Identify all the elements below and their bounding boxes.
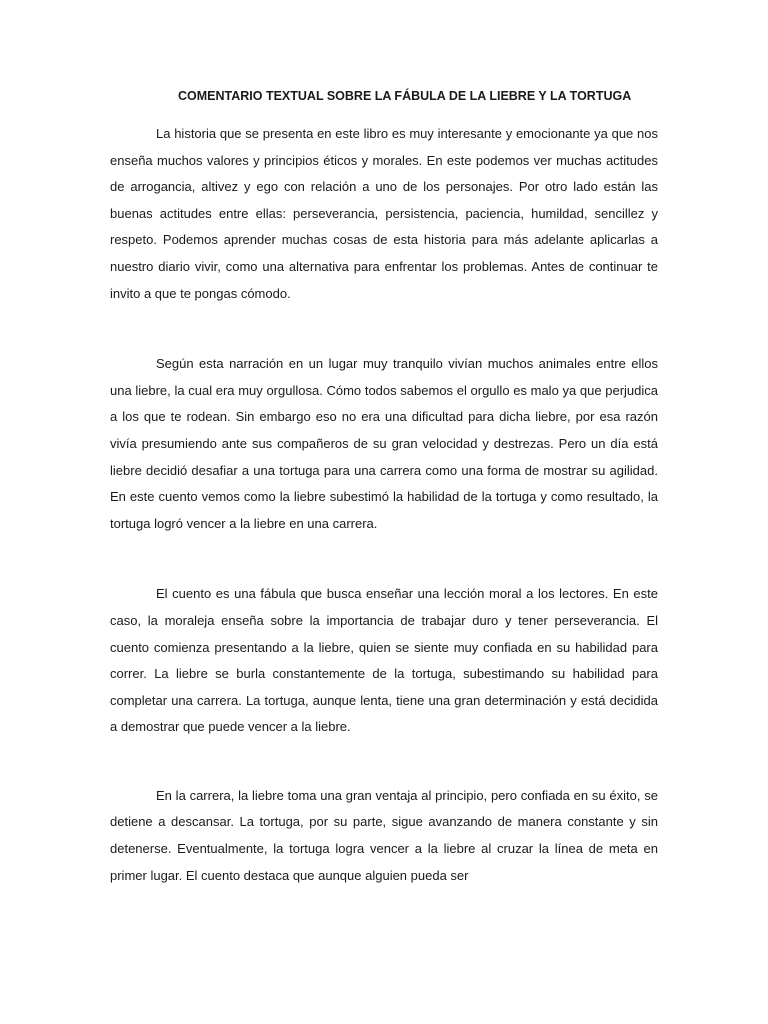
paragraph-narration: Según esta narración en un lugar muy tranquilo vivían muchos animales entre ellos una liebre, la cual era muy orgullosa. Cómo todos sabemos el orgullo es malo ya que perjudica a los que te rodean. Sin embargo eso no era una dificultad para dicha liebre, por esa razón vivía presumiendo ante sus compañeros de su gran velocidad y destrezas. Pero un día está liebre decidió desafiar a una tortuga para una carrera como una forma de mostrar su agilidad. En este cuento vemos como la liebre subestimó la habilidad de la tortuga y como resultado, la tortuga logró vencer a la liebre en una carrera. bbox=[110, 356, 658, 531]
paragraph-introduction: La historia que se presenta en este libro es muy interesante y emocionante ya que nos enseña muchos valores y principios éticos y morales. En este podemos ver muchas actitudes de arrogancia, altivez y ego con relación a uno de los personajes. Por otro lado están las buenas actitudes entre ellas: perseverancia, persistencia, paciencia, humildad, sencillez y respeto. Podemos aprender muchas cosas de esta historia para más adelante aplicarlas a nuestro diario vivir, como una alternativa para enfrentar los problemas. Antes de continuar te invito a que te pongas cómodo. bbox=[110, 126, 658, 301]
document-page bbox=[110, 86, 658, 889]
document-title: COMENTARIO TEXTUAL SOBRE LA FÁBULA DE LA LIEBRE Y LA TORTUGA bbox=[178, 89, 632, 103]
paragraph-moral-lesson: El cuento es una fábula que busca enseñar una lección moral a los lectores. En este caso, la moraleja enseña sobre la importancia de trabajar duro y tener perseverancia. El cuento comienza presentando a la liebre, quien se siente muy confiada en su habilidad para correr. La liebre se burla constantemente de la tortuga, subestimando su habilidad para completar una carrera. La tortuga, aunque lenta, tiene una gran determinación y está decidida a demostrar que puede vencer a la liebre. bbox=[110, 586, 658, 735]
paragraph-race: En la carrera, la liebre toma una gran ventaja al principio, pero confiada en su éxito, se detiene a descansar. La tortuga, por su parte, sigue avanzando de manera constante y sin detenerse. Eventualmente, la tortuga logra vencer a la liebre al cruzar la línea de meta en primer lugar. El cuento destaca que aunque alguien pueda ser bbox=[110, 787, 658, 883]
